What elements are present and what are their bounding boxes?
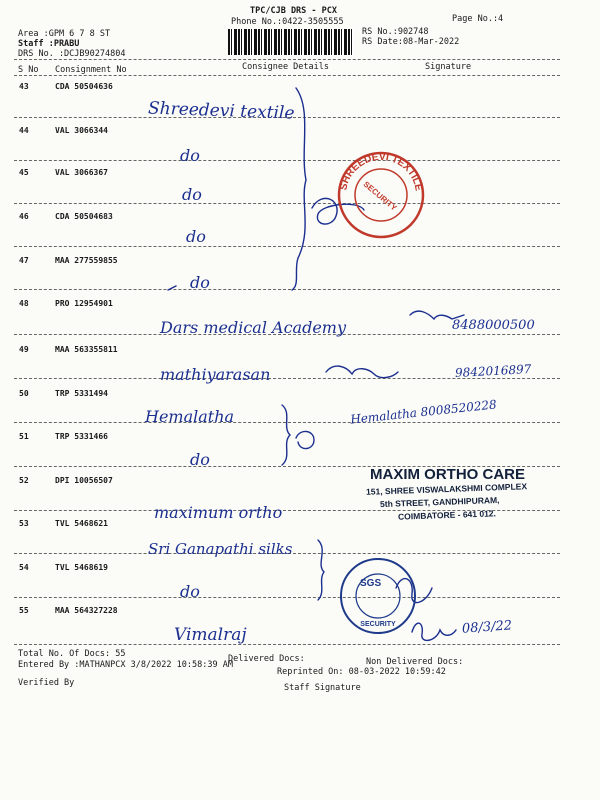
drs-number: DRS No. :DCJB90274804 — [18, 49, 126, 59]
report-title: TPC/CJB DRS - PCX — [250, 6, 337, 16]
row-sno: 43 — [19, 82, 29, 91]
handwritten-consignee: do — [182, 185, 202, 204]
handwritten-consignee: do — [180, 582, 200, 601]
phone-number: Phone No.:0422-3505555 — [231, 17, 344, 27]
row-sno: 50 — [19, 389, 29, 398]
stamp-label: SHREEDEVI TEXTILE — [338, 151, 424, 192]
handwritten-consignee: maximum ortho — [154, 503, 283, 522]
row-sno: 52 — [19, 476, 29, 485]
stamp-inner: SECURITY — [361, 179, 399, 213]
row-sno: 51 — [19, 432, 29, 441]
maxim-stamp-line: 5th STREET, GANDHIPURAM, — [379, 494, 500, 510]
handwritten-consignee: do — [186, 227, 206, 246]
verified-by: Verified By — [18, 678, 75, 688]
handwritten-consignee: Vimalraj — [174, 625, 247, 645]
row-sno: 47 — [19, 256, 29, 265]
row-consignment: DPI 10056507 — [55, 476, 113, 485]
row-consignment: PRO 12954901 — [55, 299, 113, 308]
column-consignment: Consignment No — [55, 65, 127, 75]
handwritten-consignee: mathiyarasan — [160, 365, 271, 384]
row-consignment: TRP 5331494 — [55, 389, 108, 398]
row-sno: 45 — [19, 168, 29, 177]
entered-by: Entered By :MATHANPCX 3/8/2022 10:58:39 AM — [18, 660, 233, 670]
sgs-stamp — [338, 556, 418, 636]
row-consignment: MAA 564327228 — [55, 606, 118, 615]
stamp-inner: SECURITY — [360, 621, 396, 628]
handwritten-consignee: do — [190, 450, 210, 469]
row-sno: 55 — [19, 606, 29, 615]
handwritten-consignee: Sri Ganapathi silks — [148, 540, 293, 558]
maxim-stamp-name: MAXIM ORTHO CARE — [370, 466, 525, 483]
handwritten-phone: 9842016897 — [454, 362, 532, 380]
rs-number: RS No.:902748 — [362, 27, 429, 37]
row-consignment: VAL 3066344 — [55, 126, 108, 135]
staff-signature: Staff Signature — [284, 683, 361, 693]
rs-date: RS Date:08-Mar-2022 — [362, 37, 460, 47]
handwritten-phone: Hemalatha 8008520228 — [349, 397, 498, 427]
total-docs: Total No. Of Docs: 55 — [18, 649, 126, 659]
row-consignment: MAA 277559855 — [55, 256, 118, 265]
row-consignment: TRP 5331466 — [55, 432, 108, 441]
svg-text:SHREEDEVI TEXTILE — [338, 152, 424, 192]
handwritten-consignee: Shreedevi textile — [147, 98, 295, 124]
maxim-stamp-line: COIMBATORE - 641 012. — [397, 508, 497, 522]
staff-label: Staff :PRABU — [18, 39, 80, 49]
row-sno: 49 — [19, 345, 29, 354]
column-consignee: Consignee Details — [242, 62, 329, 72]
stamp-label: SGS — [360, 578, 382, 589]
reprinted-on: Reprinted On: 08-03-2022 10:59:42 — [277, 667, 446, 677]
row-consignment: MAA 563355811 — [55, 345, 118, 354]
maxim-stamp-line: 151, SHREE VISWALAKSHMI COMPLEX — [365, 481, 528, 497]
handwritten-consignee: do — [180, 146, 200, 165]
handwritten-consignee: do — [190, 273, 210, 292]
handwritten-consignee: Hemalatha — [145, 407, 235, 426]
delivered-docs: Delivered Docs: — [228, 654, 305, 664]
handwritten-consignee: Dars medical Academy — [160, 318, 346, 337]
row-sno: 46 — [19, 212, 29, 221]
row-consignment: CDA 50504636 — [55, 82, 113, 91]
row-consignment: VAL 3066367 — [55, 168, 108, 177]
row-sno: 44 — [19, 126, 29, 135]
row-consignment: TVL 5468619 — [55, 563, 108, 572]
handwritten-date: 08/3/22 — [461, 618, 513, 637]
row-sno: 54 — [19, 563, 29, 572]
area-label: Area :GPM 6 7 8 ST — [18, 29, 111, 39]
page-number: Page No.:4 — [452, 14, 504, 24]
row-sno: 48 — [19, 299, 29, 308]
row-consignment: CDA 50504683 — [55, 212, 113, 221]
row-sno: 53 — [19, 519, 29, 528]
non-delivered-docs: Non Delivered Docs: — [366, 657, 464, 667]
column-signature: Signature — [425, 62, 472, 72]
row-consignment: TVL 5468621 — [55, 519, 108, 528]
handwritten-phone: 8488000500 — [452, 318, 535, 333]
column-sno: S No — [18, 65, 39, 75]
shreedevi-stamp — [336, 150, 426, 240]
